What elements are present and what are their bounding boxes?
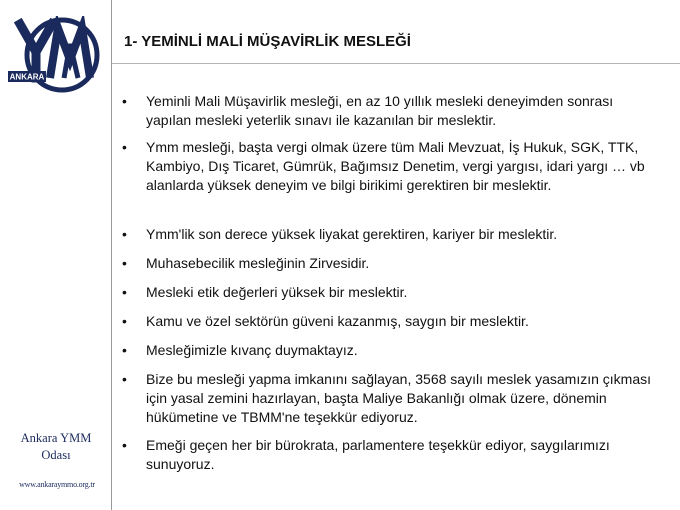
bullet-item	[122, 283, 658, 302]
bullet-icon: •	[122, 226, 127, 242]
bullet-text: Muhasebecilik mesleğinin Zirvesidir.	[146, 255, 370, 271]
org-name	[0, 430, 112, 464]
bullet-icon: •	[122, 342, 127, 358]
title-divider	[112, 63, 680, 64]
bullet-icon: •	[122, 437, 127, 453]
org-name-line1: Ankara YMM	[20, 431, 92, 445]
bullet-item	[122, 341, 658, 360]
bullet-text: Yeminli Mali Müşavirlik mesleği, en az 10 yıllık mesleki deneyimden sonrası yapılan mesleki yeterlik sınavı ile kazanılan bir meslektir.	[146, 93, 614, 128]
logo-text: ANKARA	[9, 72, 45, 82]
bullet-text: Ymm'lik son derece yüksek liyakat gerektiren, kariyer bir meslektir.	[146, 226, 558, 242]
bullet-text: Mesleğimizle kıvanç duymaktayız.	[146, 342, 358, 358]
bullet-icon: •	[122, 284, 127, 300]
bullet-text: Mesleki etik değerleri yüksek bir meslektir.	[146, 284, 408, 300]
bullet-text: Ymm mesleği, başta vergi olmak üzere tüm Mali Mevzuat, İş Hukuk, SGK, TTK, Kambiyo, Dış Ticaret, Gümrük, Bağımsız Denetim, vergi yargısı, idari yargı … vb alanlarda yüksek deneyim ve bilgi birikimi gerektiren bir meslektir.	[146, 139, 645, 193]
bullet-icon: •	[122, 93, 127, 109]
org-url[interactable]: www.ankaraymmo.org.tr	[19, 480, 95, 489]
bullet-item	[122, 254, 658, 273]
bullet-icon: •	[122, 139, 127, 155]
bullet-icon: •	[122, 313, 127, 329]
bullet-text: Bize bu mesleği yapma imkanını sağlayan, 3568 sayılı meslek yasamızın çıkması için yasal zemini hazırlayan, başta Maliye Bakanlığı olmak üzere, dönemin hükümetine ve TBMM'ne teşekkür ediyoruz.	[146, 371, 651, 425]
bullet-item	[122, 370, 658, 427]
org-name-line2: Odası	[41, 448, 71, 462]
bullet-item	[122, 138, 658, 195]
bullet-item	[122, 312, 658, 331]
bullet-item	[122, 225, 658, 244]
ankara-ymm-logo	[6, 16, 106, 94]
bullet-text: Kamu ve özel sektörün güveni kazanmış, saygın bir meslektir.	[146, 313, 529, 329]
bullet-icon: •	[122, 371, 127, 387]
slide-title: 1- YEMİNLİ MALİ MÜŞAVİRLİK MESLEĞİ	[124, 33, 411, 50]
bullet-item	[122, 92, 658, 130]
bullet-icon: •	[122, 255, 127, 271]
bullet-item	[122, 436, 658, 474]
sidebar	[0, 0, 112, 510]
bullet-text: Emeği geçen her bir bürokrata, parlamentere teşekkür ediyor, saygılarımızı sunuyoruz.	[146, 437, 610, 472]
